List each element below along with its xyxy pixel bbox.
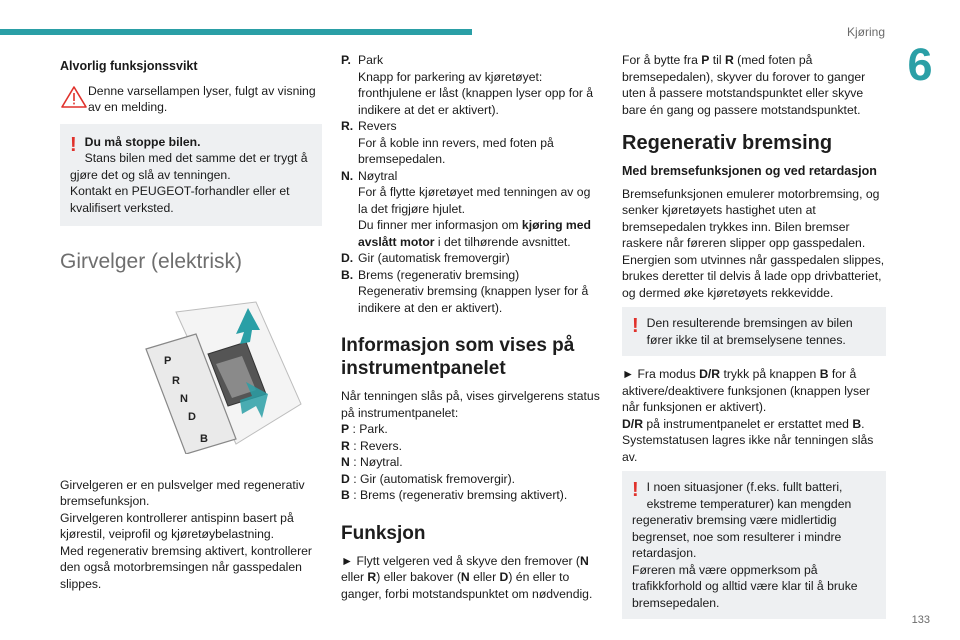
gear-selector-heading: Girvelger (elektrisk) <box>60 250 243 273</box>
stop-alert-line: Stans bilen med det samme det er trygt å gjøre det og slå av tenningen. <box>70 151 308 182</box>
instrument-info-heading: Informasjon som vises på instrumentpanelet <box>341 335 575 379</box>
info-item: N : Nøytral. <box>341 455 403 469</box>
info-item: P : Park. <box>341 422 388 436</box>
selector-body: Girvelgeren kontrollerer antispinn basert på kjørestil, veiprofil og kjøretøybelastning. <box>60 510 294 541</box>
mode-item <box>341 118 603 168</box>
replace-text: D/R på instrumentpanelet er erstattet med B. <box>622 416 865 431</box>
warning-lamp-text: Denne varsellampen lyser, fulgt av visning av en melding. <box>88 83 316 114</box>
regen-subheading: Med bremsefunksjonen og ved retardasjon <box>622 164 877 178</box>
info-item: D : Gir (automatisk fremovergir). <box>341 471 516 486</box>
mode-key: D. <box>341 251 354 265</box>
gear-selector-illustration <box>116 294 306 454</box>
mode-desc: For å koble inn revers, med foten på bremsepedalen. <box>358 135 554 166</box>
gear-label-n: N <box>180 393 188 405</box>
stop-alert-box <box>60 124 322 227</box>
mode-key: R. <box>341 119 354 133</box>
mode-name: Nøytral <box>358 168 398 183</box>
page-number: 133 <box>911 614 930 626</box>
column-right <box>622 52 886 629</box>
function-heading: Funksjon <box>341 522 426 544</box>
exclamation-icon: ! <box>70 133 77 156</box>
gear-label-b: B <box>200 433 208 445</box>
cross-reference: kjøring med avslått motor <box>358 218 591 249</box>
exclamation-icon: ! <box>632 479 639 501</box>
selector-body: Med regenerativ bremsing aktivert, kontrollerer den også motorbremsingen når gasspedalen slippes. <box>60 543 312 591</box>
brake-light-alert-box <box>622 307 886 356</box>
selector-body: Girvelgeren er en pulsvelger med regenerativ bremsefunksjon. <box>60 477 305 508</box>
limited-regen-alert-line: Føreren må være oppmerksom på trafikkforhold og alltid være klar til å bruke bremsepedalen. <box>632 562 858 610</box>
activate-text: ► Fra modus D/R trykk på knappen B for å aktivere/deaktivere funksjonen (knappen lyser når funksjonen er aktivert). <box>622 367 870 414</box>
mode-key: B. <box>341 267 354 282</box>
mode-key: N. <box>341 168 354 183</box>
mode-desc: Regenerativ bremsing (knappen lyser for å indikere at den er aktivert). <box>358 284 589 315</box>
mode-name: Brems (regenerativ bremsing) <box>358 267 520 282</box>
instrument-info-intro: Når tenningen slås på, vises girvelgerens status på instrumentpanelet: <box>341 389 600 420</box>
brake-light-alert-text: Den resulterende bremsingen av bilen fører ikke til at bremselysene tennes. <box>646 316 853 347</box>
chapter-number: 6 <box>907 39 933 90</box>
limited-regen-alert-line: I noen situasjoner (f.eks. fullt batteri, ekstreme temperaturer) kan mengden regenerativ bremsing være midlertidig begrenset, noe som resulterer i mindre retardasjon. <box>632 480 852 560</box>
mode-item <box>341 52 603 118</box>
mode-item <box>341 250 603 267</box>
regen-heading: Regenerativ bremsing <box>622 132 833 154</box>
mode-note: Du finner mer informasjon om kjøring med avslått motor i det tilhørende avsnittet. <box>358 218 591 249</box>
header-accent-bar <box>0 29 472 35</box>
switch-p-to-r-text: For å bytte fra P til R (med foten på bremsepedalen), skyver du forover to ganger uten å passere motstandspunktet eller skyve bare én gang og passere motstandspunktet. <box>622 53 866 117</box>
gear-label-d: D <box>188 411 196 423</box>
mode-name: Revers <box>358 119 397 133</box>
warning-triangle-icon <box>60 85 88 109</box>
mode-desc: Knapp for parkering av kjøretøyet: fronthjulene er låst (knappen lyser opp for å indikere at det er aktivert). <box>358 69 594 117</box>
mode-name: Gir (automatisk fremovergir) <box>358 251 510 265</box>
stop-alert-line: Kontakt en PEUGEOT-forhandler eller et kvalifisert verksted. <box>70 184 290 215</box>
info-item: B : Brems (regenerativ bremsing aktivert). <box>341 488 568 502</box>
mode-desc: For å flytte kjøretøyet med tenningen av og la det frigjøre hjulet. <box>358 185 591 216</box>
regen-body: Bremsefunksjonen emulerer motorbremsing, og senker kjøretøyets hastighet uten at bremsepedalen trykkes inn. Bilen bremser raskere når føreren slipper opp gasspedalen. Energien som utvinnes når gasspedalen slippes, brukes deretter til delvis å lade opp drivbatteriet, og dermed øke kjøretøyets rekkevidde. <box>622 186 885 300</box>
mode-item <box>341 168 603 251</box>
gear-label-p: P <box>164 355 172 367</box>
limited-regen-alert-box <box>622 471 886 619</box>
gear-label-r: R <box>172 375 180 387</box>
info-item: R : Revers. <box>341 438 402 453</box>
function-text: ► Flytt velgeren ved å skyve den fremover (N eller R) eller bakover (N eller D) én eller to ganger, forbi motstandspunktet om nødvendig. <box>341 553 593 601</box>
section-title: Kjøring <box>846 25 885 39</box>
mode-item <box>341 267 603 317</box>
stop-alert-title: Du må stoppe bilen. <box>84 134 201 149</box>
exclamation-icon: ! <box>632 315 639 337</box>
malfunction-heading: Alvorlig funksjonssvikt <box>60 59 198 73</box>
mode-name: Park <box>358 53 384 67</box>
column-middle <box>341 52 603 602</box>
mode-key: P. <box>341 53 351 67</box>
column-left <box>60 52 322 592</box>
warning-lamp-row <box>60 83 322 116</box>
status-text: Systemstatusen lagres ikke når tenningen slås av. <box>622 433 874 464</box>
